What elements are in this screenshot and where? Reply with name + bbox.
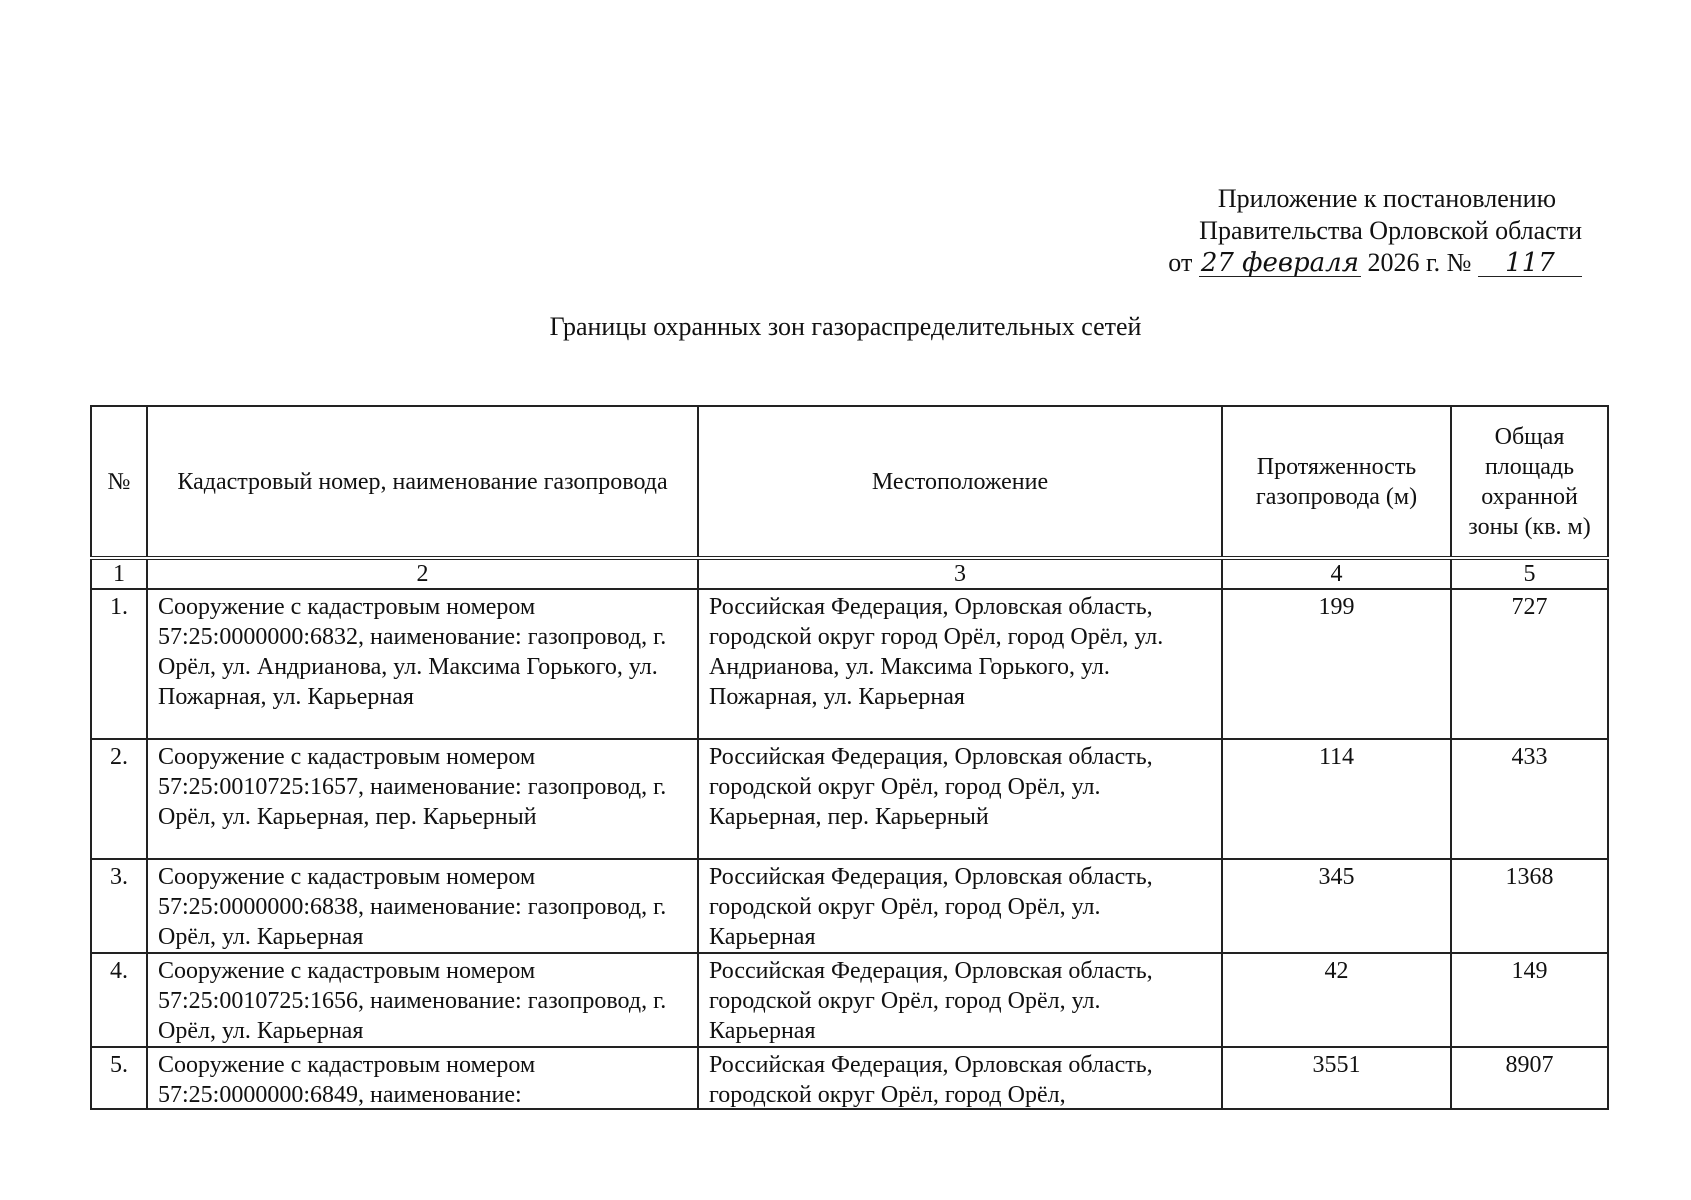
protection-zones-table	[90, 405, 1609, 1110]
handwritten-date: 27 февраля	[1200, 248, 1359, 278]
row-length: 114	[1222, 739, 1451, 859]
table-header-row	[91, 406, 1608, 558]
row-area: 727	[1451, 589, 1608, 739]
row-length: 345	[1222, 859, 1451, 953]
row-number: 2.	[91, 739, 147, 859]
date-prefix: от	[1168, 248, 1193, 277]
row-location: Российская Федерация, Орловская область, городской округ город Орёл, город Орёл, ул. Андрианова, ул. Максима Горького, ул. Пожарная, ул. Карьерная	[698, 589, 1222, 739]
column-index-3: 3	[698, 558, 1222, 589]
row-cadastral-name: Сооружение с кадастровым номером 57:25:0000000:6832, наименование: газопровод, г. Орёл, ул. Андрианова, ул. Максима Горького, ул. Пожарная, ул. Карьерная	[147, 589, 698, 739]
row-location: Российская Федерация, Орловская область, городской округ Орёл, город Орёл, ул. Карьерная	[698, 859, 1222, 953]
row-number: 1.	[91, 589, 147, 739]
handwritten-number: 117	[1478, 250, 1582, 277]
document-title: Границы охранных зон газораспределительных сетей	[549, 312, 1142, 341]
year-text: 2026 г. №	[1367, 248, 1472, 277]
row-cadastral-name: Сооружение с кадастровым номером 57:25:0010725:1657, наименование: газопровод, г. Орёл, ул. Карьерная, пер. Карьерный	[147, 739, 698, 859]
row-area: 1368	[1451, 859, 1608, 953]
row-length: 42	[1222, 953, 1451, 1047]
column-header-length: Протяженность газопровода (м)	[1222, 406, 1451, 558]
row-cadastral-name: Сооружение с кадастровым номером 57:25:0010725:1656, наименование: газопровод, г. Орёл, ул. Карьерная	[147, 953, 698, 1047]
column-header-location: Местоположение	[698, 406, 1222, 558]
row-location	[698, 1047, 1222, 1109]
column-index-2: 2	[147, 558, 698, 589]
column-header-cadastral-name: Кадастровый номер, наименование газопровода	[147, 406, 698, 558]
row-number: 4.	[91, 953, 147, 1047]
column-index-row	[91, 558, 1608, 589]
row-area: 433	[1451, 739, 1608, 859]
appendix-header	[1062, 183, 1582, 279]
appendix-header-line-2: Правительства Орловской области	[1199, 216, 1582, 245]
table-row	[91, 859, 1608, 953]
table-row	[91, 589, 1608, 739]
row-length: 199	[1222, 589, 1451, 739]
row-location-text: Российская Федерация, Орловская область, городской округ Орёл, город Орёл,	[709, 1052, 1153, 1108]
row-area: 149	[1451, 953, 1608, 1047]
row-location: Российская Федерация, Орловская область, городской округ Орёл, город Орёл, ул. Карьерная, пер. Карьерный	[698, 739, 1222, 859]
appendix-header-line-1: Приложение к постановлению	[1217, 184, 1556, 213]
row-area: 8907	[1451, 1047, 1608, 1109]
table-row	[91, 739, 1608, 859]
row-cadastral-name: Сооружение с кадастровым номером 57:25:0000000:6838, наименование: газопровод, г. Орёл, ул. Карьерная	[147, 859, 698, 953]
column-header-number: №	[91, 406, 147, 558]
appendix-header-date-line	[1062, 247, 1582, 279]
column-header-area: Общая площадь охранной зоны (кв. м)	[1451, 406, 1608, 558]
row-number: 5.	[91, 1047, 147, 1109]
column-index-4: 4	[1222, 558, 1451, 589]
table-row	[91, 1047, 1608, 1109]
column-index-5: 5	[1451, 558, 1608, 589]
row-cadastral-name	[147, 1047, 698, 1109]
row-number: 3.	[91, 859, 147, 953]
column-index-1: 1	[91, 558, 147, 589]
row-location: Российская Федерация, Орловская область, городской округ Орёл, город Орёл, ул. Карьерная	[698, 953, 1222, 1047]
table-row	[91, 953, 1608, 1047]
row-cadastral-name-text: Сооружение с кадастровым номером 57:25:0000000:6849, наименование:	[158, 1052, 536, 1108]
row-length: 3551	[1222, 1047, 1451, 1109]
